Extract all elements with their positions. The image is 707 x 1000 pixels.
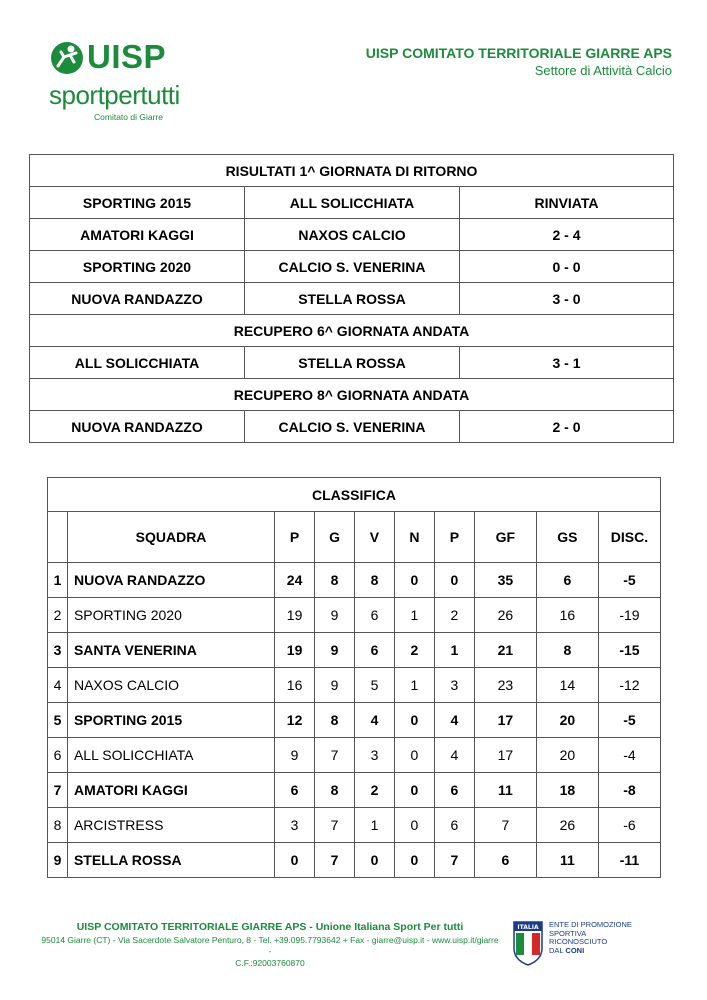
stat-discipline: -6 — [598, 808, 660, 843]
stat-goals-against: 8 — [536, 633, 598, 668]
team-name: STELLA ROSSA — [67, 843, 274, 878]
team-position: 7 — [48, 773, 68, 808]
stat-drawn: 0 — [394, 843, 434, 878]
stat-drawn: 2 — [394, 633, 434, 668]
stat-won: 3 — [355, 738, 395, 773]
match-row — [30, 219, 674, 251]
stat-goals-against: 6 — [536, 563, 598, 598]
coni-badge — [512, 920, 642, 970]
stat-lost: 3 — [434, 668, 474, 703]
stat-points: 24 — [275, 563, 315, 598]
stat-drawn: 1 — [394, 668, 434, 703]
standings-row — [48, 563, 661, 598]
stat-goals-for: 21 — [474, 633, 536, 668]
stat-points: 0 — [275, 843, 315, 878]
standings-row — [48, 668, 661, 703]
stat-played: 7 — [315, 738, 355, 773]
stat-goals-for: 35 — [474, 563, 536, 598]
stat-lost: 0 — [434, 563, 474, 598]
away-team: STELLA ROSSA — [245, 283, 460, 315]
home-team: ALL SOLICCHIATA — [30, 347, 245, 379]
standings-header-row — [48, 512, 661, 563]
stat-points: 19 — [275, 598, 315, 633]
organization-name: UISP COMITATO TERRITORIALE GIARRE APS — [365, 45, 672, 61]
team-name: AMATORI KAGGI — [67, 773, 274, 808]
header-played: G — [315, 512, 355, 563]
uisp-runner-icon — [49, 40, 85, 76]
stat-played: 9 — [315, 668, 355, 703]
stat-points: 3 — [275, 808, 315, 843]
stat-won: 6 — [355, 598, 395, 633]
stat-discipline: -19 — [598, 598, 660, 633]
away-team: STELLA ROSSA — [245, 347, 460, 379]
match-row — [30, 411, 674, 443]
stat-goals-for: 11 — [474, 773, 536, 808]
coni-line: SPORTIVA — [549, 928, 587, 938]
footer-tax-code: C.F.:92003760870 — [235, 957, 305, 968]
footer — [40, 921, 500, 969]
home-team: AMATORI KAGGI — [30, 219, 245, 251]
header-won: V — [355, 512, 395, 563]
stat-discipline: -5 — [598, 563, 660, 598]
stat-lost: 4 — [434, 738, 474, 773]
team-name: ARCISTRESS — [67, 808, 274, 843]
stat-played: 8 — [315, 563, 355, 598]
coni-badge-label: ITALIA — [517, 924, 539, 931]
home-team: NUOVA RANDAZZO — [30, 411, 245, 443]
stat-drawn: 0 — [394, 563, 434, 598]
stat-goals-against: 11 — [536, 843, 598, 878]
team-position: 6 — [48, 738, 68, 773]
header-team: SQUADRA — [67, 512, 274, 563]
team-name: NUOVA RANDAZZO — [67, 563, 274, 598]
stat-discipline: -8 — [598, 773, 660, 808]
team-name: SANTA VENERINA — [67, 633, 274, 668]
away-team: ALL SOLICCHIATA — [245, 187, 460, 219]
header-lost: P — [434, 512, 474, 563]
stat-lost: 6 — [434, 808, 474, 843]
stat-goals-against: 18 — [536, 773, 598, 808]
header-position — [48, 512, 68, 563]
stat-won: 4 — [355, 703, 395, 738]
stat-discipline: -5 — [598, 703, 660, 738]
stat-lost: 1 — [434, 633, 474, 668]
recupero-title: RECUPERO 6^ GIORNATA ANDATA — [30, 315, 674, 347]
home-team: SPORTING 2015 — [30, 187, 245, 219]
italia-shield-icon — [512, 920, 544, 966]
match-score: 3 - 0 — [460, 283, 674, 315]
stat-goals-against: 26 — [536, 808, 598, 843]
stat-played: 7 — [315, 808, 355, 843]
stat-discipline: -11 — [598, 843, 660, 878]
team-name: SPORTING 2020 — [67, 598, 274, 633]
stat-won: 1 — [355, 808, 395, 843]
away-team: CALCIO S. VENERINA — [245, 411, 460, 443]
away-team: CALCIO S. VENERINA — [245, 251, 460, 283]
coni-dal: DAL — [549, 945, 564, 955]
header-goals-for: GF — [474, 512, 536, 563]
stat-drawn: 0 — [394, 738, 434, 773]
stat-won: 6 — [355, 633, 395, 668]
stat-points: 9 — [275, 738, 315, 773]
coni-line: RICONOSCIUTO — [549, 937, 608, 947]
header-points: P — [275, 512, 315, 563]
results-table — [29, 154, 674, 443]
stat-lost: 6 — [434, 773, 474, 808]
coni-line — [549, 947, 632, 956]
match-score: RINVIATA — [460, 187, 674, 219]
stat-lost: 4 — [434, 703, 474, 738]
stat-won: 8 — [355, 563, 395, 598]
header-discipline: DISC. — [598, 512, 660, 563]
team-position: 3 — [48, 633, 68, 668]
team-position: 2 — [48, 598, 68, 633]
header-organization — [366, 45, 672, 80]
stat-discipline: -15 — [598, 633, 660, 668]
stat-goals-for: 17 — [474, 703, 536, 738]
match-score: 0 - 0 — [460, 251, 674, 283]
coni-text — [549, 921, 632, 956]
stat-goals-for: 23 — [474, 668, 536, 703]
stat-won: 5 — [355, 668, 395, 703]
standings-row — [48, 598, 661, 633]
stat-played: 9 — [315, 633, 355, 668]
match-row — [30, 347, 674, 379]
standings-row — [48, 633, 661, 668]
recupero-title-row — [30, 379, 674, 411]
team-position: 8 — [48, 808, 68, 843]
stat-drawn: 0 — [394, 703, 434, 738]
team-position: 1 — [48, 563, 68, 598]
stat-played: 9 — [315, 598, 355, 633]
team-position: 4 — [48, 668, 68, 703]
stat-won: 0 — [355, 843, 395, 878]
stat-played: 8 — [315, 703, 355, 738]
stat-won: 2 — [355, 773, 395, 808]
team-name: NAXOS CALCIO — [67, 668, 274, 703]
match-score: 2 - 4 — [460, 219, 674, 251]
match-row — [30, 187, 674, 219]
standings-row — [48, 843, 661, 878]
stat-goals-for: 6 — [474, 843, 536, 878]
logo-subtitle: Comitato di Giarre — [94, 112, 163, 122]
recupero-title: RECUPERO 8^ GIORNATA ANDATA — [30, 379, 674, 411]
stat-goals-for: 26 — [474, 598, 536, 633]
standings-row — [48, 703, 661, 738]
stat-played: 8 — [315, 773, 355, 808]
team-name: SPORTING 2015 — [67, 703, 274, 738]
stat-points: 16 — [275, 668, 315, 703]
match-score: 2 - 0 — [460, 411, 674, 443]
standings-title-row — [48, 478, 661, 512]
stat-drawn: 0 — [394, 773, 434, 808]
team-position: 5 — [48, 703, 68, 738]
recupero-title-row — [30, 315, 674, 347]
coni-line: ENTE DI PROMOZIONE — [549, 920, 632, 929]
stat-goals-against: 14 — [536, 668, 598, 703]
standings-row — [48, 738, 661, 773]
team-position: 9 — [48, 843, 68, 878]
uisp-logo — [49, 38, 199, 126]
home-team: SPORTING 2020 — [30, 251, 245, 283]
standings-row — [48, 808, 661, 843]
stat-goals-against: 20 — [536, 738, 598, 773]
home-team: NUOVA RANDAZZO — [30, 283, 245, 315]
match-row — [30, 283, 674, 315]
standings-title: CLASSIFICA — [48, 478, 661, 512]
header-drawn: N — [394, 512, 434, 563]
stat-goals-against: 20 — [536, 703, 598, 738]
stat-discipline: -12 — [598, 668, 660, 703]
stat-played: 7 — [315, 843, 355, 878]
stat-drawn: 1 — [394, 598, 434, 633]
stat-drawn: 0 — [394, 808, 434, 843]
header-goals-against: GS — [536, 512, 598, 563]
match-score: 3 - 1 — [460, 347, 674, 379]
logo-tagline: sportpertutti — [49, 80, 180, 110]
stat-points: 6 — [275, 773, 315, 808]
match-row — [30, 251, 674, 283]
stat-goals-against: 16 — [536, 598, 598, 633]
results-title-row — [30, 155, 674, 187]
coni-name: CONI — [565, 945, 585, 955]
standings-row — [48, 773, 661, 808]
away-team: NAXOS CALCIO — [245, 219, 460, 251]
stat-goals-for: 17 — [474, 738, 536, 773]
stat-points: 19 — [275, 633, 315, 668]
logo-brand: UISP — [87, 38, 167, 75]
footer-organization: UISP COMITATO TERRITORIALE GIARRE APS - Unione Italiana Sport Per tutti — [76, 921, 464, 933]
results-title: RISULTATI 1^ GIORNATA DI RITORNO — [30, 155, 674, 187]
stat-lost: 7 — [434, 843, 474, 878]
stat-lost: 2 — [434, 598, 474, 633]
sector-name: Settore di Attività Calcio — [534, 62, 672, 78]
stat-goals-for: 7 — [474, 808, 536, 843]
standings-table — [47, 477, 661, 878]
stat-points: 12 — [275, 703, 315, 738]
footer-address: 95014 Giarre (CT) - Via Sacerdote Salvatore Penturo, 8 - Tel. +39.095.7793642 + Fax - giarre@uisp.it - www.uisp.it/giarre - — [41, 934, 499, 957]
stat-discipline: -4 — [598, 738, 660, 773]
team-name: ALL SOLICCHIATA — [67, 738, 274, 773]
